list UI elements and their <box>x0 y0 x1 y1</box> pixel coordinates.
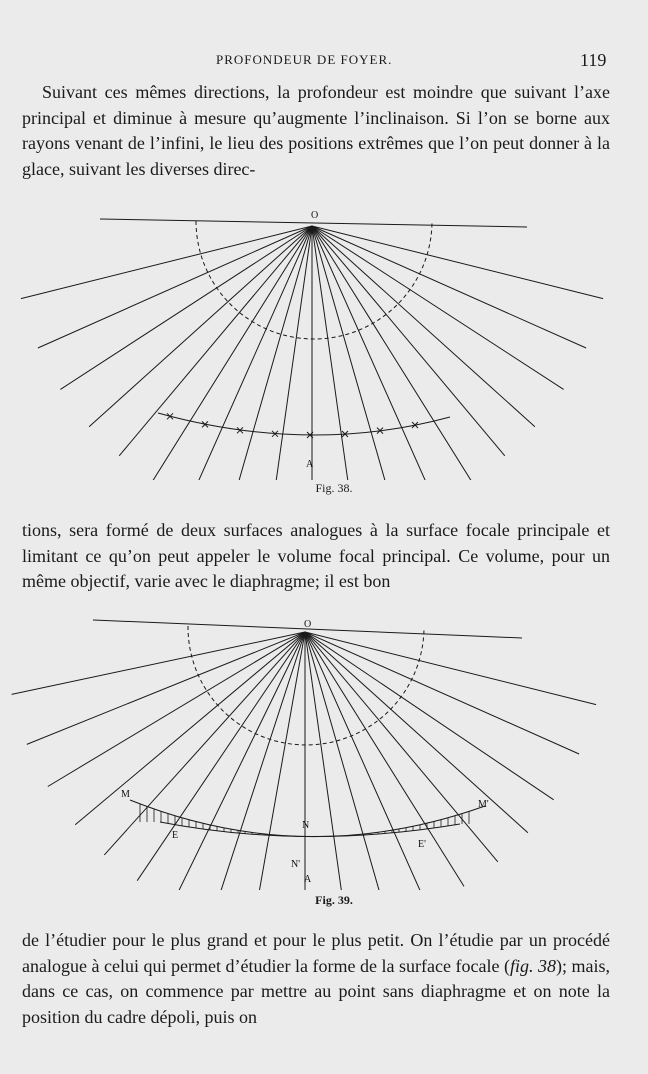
page-number: 119 <box>580 50 607 70</box>
fig39-ray <box>174 632 306 890</box>
fig39-ray <box>305 632 388 890</box>
fig38-ray <box>21 226 312 299</box>
fig38-ray <box>119 226 312 456</box>
figure-39-label-n-prime: N' <box>291 859 301 870</box>
fig38-ray <box>153 226 312 480</box>
paragraph-3 <box>22 928 610 1030</box>
fig38-ray <box>89 226 312 427</box>
page-header <box>0 50 648 74</box>
paragraph-3-text-after: ); mais, dans ce cas, on commence par mettre au point sans diaphragme et on note la position du cadre dépoli, puis on <box>22 955 610 1027</box>
fig38-ray <box>229 226 312 480</box>
figure-39 <box>0 610 648 915</box>
fig39-ray <box>12 632 305 694</box>
paragraph-2 <box>22 518 610 595</box>
paragraph-1-text: Suivant ces mêmes directions, la profondeur est moindre que suivant l’axe principal et diminue à mesure qu’augmente l’inclinaison. Si l’on se borne aux rayons venant de l’infini, le lieu des positions extrêmes que l’on peut donner à la glace, suivant les diverses direc- <box>22 82 610 179</box>
fig38-ray <box>60 226 312 389</box>
running-title: PROFONDEUR DE FOYER. <box>216 52 393 67</box>
fig39-ray <box>104 632 305 855</box>
figure-39-label-e: E <box>172 830 179 841</box>
fig39-ray <box>305 632 498 862</box>
figure-38 <box>0 205 648 505</box>
figure-38-caption: Fig. 38. <box>315 481 353 495</box>
fig39-ray <box>75 632 305 825</box>
figure-38-label-o: O <box>311 210 319 221</box>
fig38-ray <box>312 226 471 480</box>
figure-39-label-n: N <box>302 820 310 831</box>
fig38-ray <box>312 226 395 480</box>
figure-39-caption: Fig. 39. <box>315 893 353 907</box>
figure-39-label-e-prime: E' <box>418 839 426 850</box>
fig38-ray <box>312 226 354 480</box>
fig39-ray <box>305 632 464 886</box>
figure-39-label-m: M <box>121 789 130 800</box>
fig39-ray <box>27 632 305 744</box>
fig39-ray <box>305 632 528 833</box>
figure-39-label-a: A <box>304 874 312 885</box>
fig38-ray <box>312 226 535 427</box>
fig38-ray <box>38 226 312 348</box>
fig39-ray <box>305 632 579 754</box>
figure-39-label-m-prime: M' <box>478 799 489 810</box>
fig39-ray <box>305 632 347 890</box>
figure-39-label-o: O <box>304 619 312 630</box>
fig38-focal-arc <box>158 413 450 435</box>
fig38-ray <box>312 226 505 456</box>
fig38-ray <box>312 226 564 389</box>
fig39-dashed-semicircle <box>188 626 424 745</box>
paragraph-1 <box>22 80 610 182</box>
fig39-ray <box>305 632 596 705</box>
fig39-outer-arc <box>130 800 485 837</box>
figure-38-diagram <box>0 205 648 480</box>
fig38-ray <box>312 226 586 348</box>
figure-reference: fig. 38 <box>509 955 556 976</box>
fig38-ray <box>312 226 603 299</box>
paragraph-3-text-before: de l’étudier pour le plus grand et pour le plus petit. On l’étudie par un procédé analogue à celui qui permet d’étudier la forme de la surface focale ( <box>22 930 610 976</box>
fig38-ray <box>270 226 312 480</box>
figure-39-diagram <box>0 610 648 890</box>
paragraph-2-text: tions, sera formé de deux surfaces analogues à la surface focale principale et limitant ce qu’on peut appeler le volume focal principal. Ce volume, pour un même objectif, varie avec le diaphragme; il est bon <box>22 520 610 591</box>
fig39-ray <box>48 632 305 787</box>
fig39-ray <box>137 632 305 881</box>
figure-38-label-a: A <box>306 459 314 470</box>
